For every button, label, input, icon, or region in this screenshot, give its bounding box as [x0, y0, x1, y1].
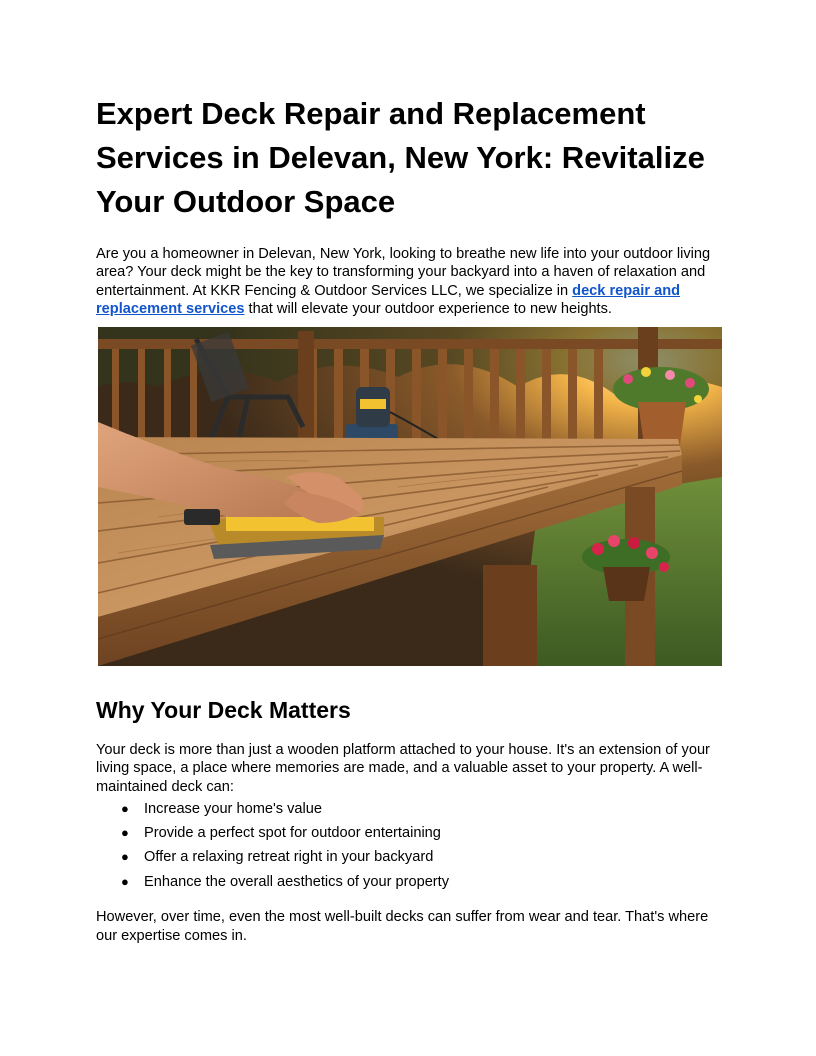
bullet-icon: ● — [121, 849, 129, 865]
section-heading-why-deck-matters: Why Your Deck Matters — [96, 697, 351, 723]
list-item-text: Provide a perfect spot for outdoor entertaining — [144, 825, 441, 842]
list-item — [96, 824, 716, 848]
list-item — [96, 848, 716, 872]
intro-text-before-link: Are you a homeowner in Delevan, New York, looking to breathe new life into your outdoor living area? Your deck might be the key to transforming your backyard into a haven of relaxation and entertainment. At KKR Fencing & Outdoor Services LLC, we specialize in — [96, 246, 711, 299]
bullet-icon: ● — [121, 873, 129, 889]
deck-repair-link[interactable]: deck repair and replacement services — [96, 282, 681, 318]
bullet-icon: ● — [121, 825, 129, 841]
list-item-text: Offer a relaxing retreat right in your backyard — [144, 849, 434, 866]
section-paragraph: Your deck is more than just a wooden platform attached to your house. It's an extension of your living space, a place where memories are made, and a valuable asset to your property. A well-maintained deck can: — [96, 742, 710, 795]
bullet-icon: ● — [121, 801, 129, 816]
benefits-list — [96, 800, 716, 897]
hero-image-deck-sanding — [98, 327, 722, 666]
closing-paragraph: However, over time, even the most well-built decks can suffer from wear and tear. That's where our expertise comes in. — [96, 909, 709, 944]
intro-paragraph — [96, 245, 716, 319]
intro-text-after-link: that will elevate your outdoor experience to new heights. — [244, 301, 612, 318]
list-item-text: Enhance the overall aesthetics of your property — [144, 873, 450, 890]
page-title: Expert Deck Repair and Replacement Services in Delevan, New York: Revitalize Your Outdoor Space — [96, 96, 705, 219]
list-item-text: Increase your home's value — [144, 801, 323, 817]
list-item — [96, 873, 716, 897]
list-item — [96, 800, 716, 824]
